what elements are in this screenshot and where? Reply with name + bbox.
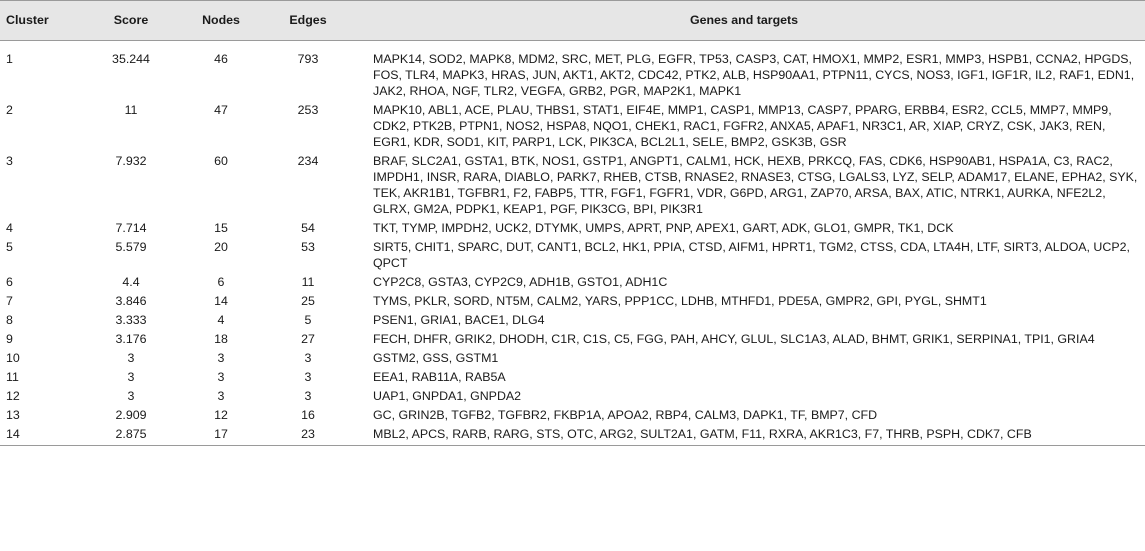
cell-edges: 234 (297, 153, 319, 168)
cell-score: 11 (124, 102, 138, 117)
cell-genes: EEA1, RAB11A, RAB5A (373, 369, 506, 384)
cell-score: 2.909 (115, 407, 147, 422)
cell-genes: MBL2, APCS, RARB, RARG, STS, OTC, ARG2, SULT2A1, GATM, F11, RXRA, AKR1C3, F7, THRB, PSPH, CDK7, CFB (349, 425, 1145, 446)
cell-score: 7.932 (115, 153, 147, 168)
cell-edges: 54 (301, 220, 315, 235)
table-body (0, 40, 1145, 445)
cell-cluster: 4 (6, 220, 13, 235)
clusters-table (0, 1, 1145, 446)
cell-edges: 5 (304, 312, 312, 327)
cell-edges: 793 (297, 51, 319, 66)
cell-nodes: 14 (214, 293, 228, 308)
cell-edges: 3 (304, 350, 312, 365)
cell-edges: 16 (301, 407, 315, 422)
cell-genes: SIRT5, CHIT1, SPARC, DUT, CANT1, BCL2, HK1, PPIA, CTSD, AIFM1, HPRT1, TGM2, CTSS, CDA, LTA4H, LTF, SIRT3, ALDOA, UCP2, QPCT (373, 239, 1130, 270)
cell-cluster: 2 (6, 102, 13, 117)
header-genes: Genes and targets (349, 1, 1145, 40)
cell-cluster: 3 (6, 153, 13, 168)
table-row (0, 387, 1145, 406)
table-row (0, 152, 1145, 219)
cell-nodes: 3 (217, 350, 225, 365)
cell-genes: CYP2C8, GSTA3, CYP2C9, ADH1B, GSTO1, ADH1C (373, 274, 668, 289)
cell-edges: 3 (304, 369, 312, 384)
cell-genes: MAPK10, ABL1, ACE, PLAU, THBS1, STAT1, EIF4E, MMP1, CASP1, MMP13, CASP7, PPARG, ERBB4, ESR2, CCL5, MMP7, MMP9, CDK2, PTK2B, PTPN1, NOS2, HSPA8, NQO1, CHEK1, RAC1, FGFR2, ANXA5, APAF1, NR3C1, AR, XIAP, CRYZ, CSK, JAK3, REN, EGR1, KDR, SOD1, KIT, PARP1, LCK, PIK3CA, BCL2L1, SELE, BMP2, GSK3B, GSR (373, 102, 1112, 149)
header-nodes: Nodes (175, 1, 267, 40)
cell-genes: GC, GRIN2B, TGFB2, TGFBR2, FKBP1A, APOA2, RBP4, CALM3, DAPK1, TF, BMP7, CFD (373, 407, 878, 422)
cell-genes: TKT, TYMP, IMPDH2, UCK2, DTYMK, UMPS, APRT, PNP, APEX1, GART, ADK, GLO1, GMPR, TK1, DCK (373, 220, 954, 235)
cell-nodes: 18 (214, 331, 228, 346)
cell-genes: UAP1, GNPDA1, GNPDA2 (373, 388, 522, 403)
cell-nodes: 3 (217, 369, 225, 384)
cell-nodes: 6 (217, 274, 225, 289)
table-row (0, 311, 1145, 330)
cell-score: 3.333 (115, 312, 147, 327)
table-row (0, 406, 1145, 425)
cell-nodes: 12 (214, 407, 228, 422)
cell-cluster: 5 (6, 239, 13, 254)
cell-score: 3 (127, 350, 135, 365)
cell-edges: 3 (304, 388, 312, 403)
cell-nodes: 17 (175, 425, 267, 446)
cell-genes: MAPK14, SOD2, MAPK8, MDM2, SRC, MET, PLG, EGFR, TP53, CASP3, CAT, HMOX1, MMP2, ESR1, MMP3, HSPB1, CCNA2, HPGDS, FOS, TLR4, MAPK3, HRAS, JUN, AKT1, AKT2, CDC42, PTK2, ALB, HSP90AA1, PTPN11, CYCS, NOS3, IGF1, IGF1R, IL2, RAF1, EDN1, JAK2, RHOA, NGF, TLR2, VEGFA, GRB2, PGR, MAP2K1, MAPK1 (373, 51, 1135, 98)
cell-cluster: 11 (6, 369, 19, 384)
cell-cluster: 12 (6, 388, 20, 403)
cell-nodes: 20 (214, 239, 228, 254)
cell-cluster: 9 (6, 331, 13, 346)
cell-edges: 23 (267, 425, 349, 446)
table-row (0, 425, 1145, 446)
cell-score: 5.579 (115, 239, 147, 254)
cell-edges: 11 (301, 274, 315, 289)
table-row (0, 368, 1145, 387)
cell-nodes: 46 (214, 51, 228, 66)
cell-nodes: 60 (214, 153, 228, 168)
cell-genes: GSTM2, GSS, GSTM1 (373, 350, 499, 365)
cell-edges: 27 (301, 331, 315, 346)
cell-genes: PSEN1, GRIA1, BACE1, DLG4 (373, 312, 545, 327)
cell-nodes: 15 (214, 220, 228, 235)
cell-cluster: 14 (0, 425, 87, 446)
header-edges: Edges (267, 1, 349, 40)
cell-cluster: 13 (6, 407, 20, 422)
table-header-row (0, 1, 1145, 40)
header-cluster: Cluster (0, 1, 87, 40)
cell-edges: 25 (301, 293, 315, 308)
cell-genes: BRAF, SLC2A1, GSTA1, BTK, NOS1, GSTP1, ANGPT1, CALM1, HCK, HEXB, PRKCQ, FAS, CDK6, HSP90AB1, HSPA1A, C3, RAC2, IMPDH1, INSR, RARA, DIABLO, PARK7, RHEB, CTSB, RNASE2, RNASE3, CTSG, LGALS3, LYZ, SELP, ADAM17, ELANE, EPHA2, SYK, TEK, AKR1B1, TGFBR1, F2, FABP5, TTR, FGF1, FGFR1, VDR, G6PD, ARG1, ZAP70, ARSA, BAX, ATIC, NTRK1, AURKA, NFE2L2, GLRX, GM2A, PDPK1, KEAP1, PGF, PIK3CG, BPI, PIK3R1 (373, 153, 1138, 216)
cell-cluster: 1 (6, 51, 13, 66)
header-score: Score (87, 1, 175, 40)
cell-cluster: 10 (6, 350, 20, 365)
cell-score: 35.244 (112, 51, 150, 66)
table-row (0, 349, 1145, 368)
cell-score: 7.714 (115, 220, 147, 235)
table-row (0, 273, 1145, 292)
cell-cluster: 7 (6, 293, 13, 308)
cell-score: 3 (127, 369, 135, 384)
cell-score: 3 (127, 388, 135, 403)
cell-edges: 253 (297, 102, 319, 117)
cell-nodes: 47 (214, 102, 228, 117)
cell-edges: 53 (301, 239, 315, 254)
cell-cluster: 8 (6, 312, 13, 327)
cell-nodes: 4 (217, 312, 225, 327)
table-row (0, 219, 1145, 238)
cell-genes: TYMS, PKLR, SORD, NT5M, CALM2, YARS, PPP1CC, LDHB, MTHFD1, PDE5A, GMPR2, GPI, PYGL, SHMT1 (373, 293, 987, 308)
table-row (0, 330, 1145, 349)
cell-score: 3.846 (115, 293, 147, 308)
cell-score: 3.176 (115, 331, 147, 346)
table-row (0, 292, 1145, 311)
cell-score: 4.4 (122, 274, 140, 289)
cell-score: 2.875 (87, 425, 175, 446)
cell-nodes: 3 (217, 388, 225, 403)
table-row (0, 40, 1145, 101)
cell-genes: FECH, DHFR, GRIK2, DHODH, C1R, C1S, C5, FGG, PAH, AHCY, GLUL, SLC1A3, ALAD, BHMT, GRIK1, SERPINA1, TPI1, GRIA4 (373, 331, 1095, 346)
table-row (0, 101, 1145, 152)
table-row (0, 238, 1145, 273)
cell-cluster: 6 (6, 274, 13, 289)
